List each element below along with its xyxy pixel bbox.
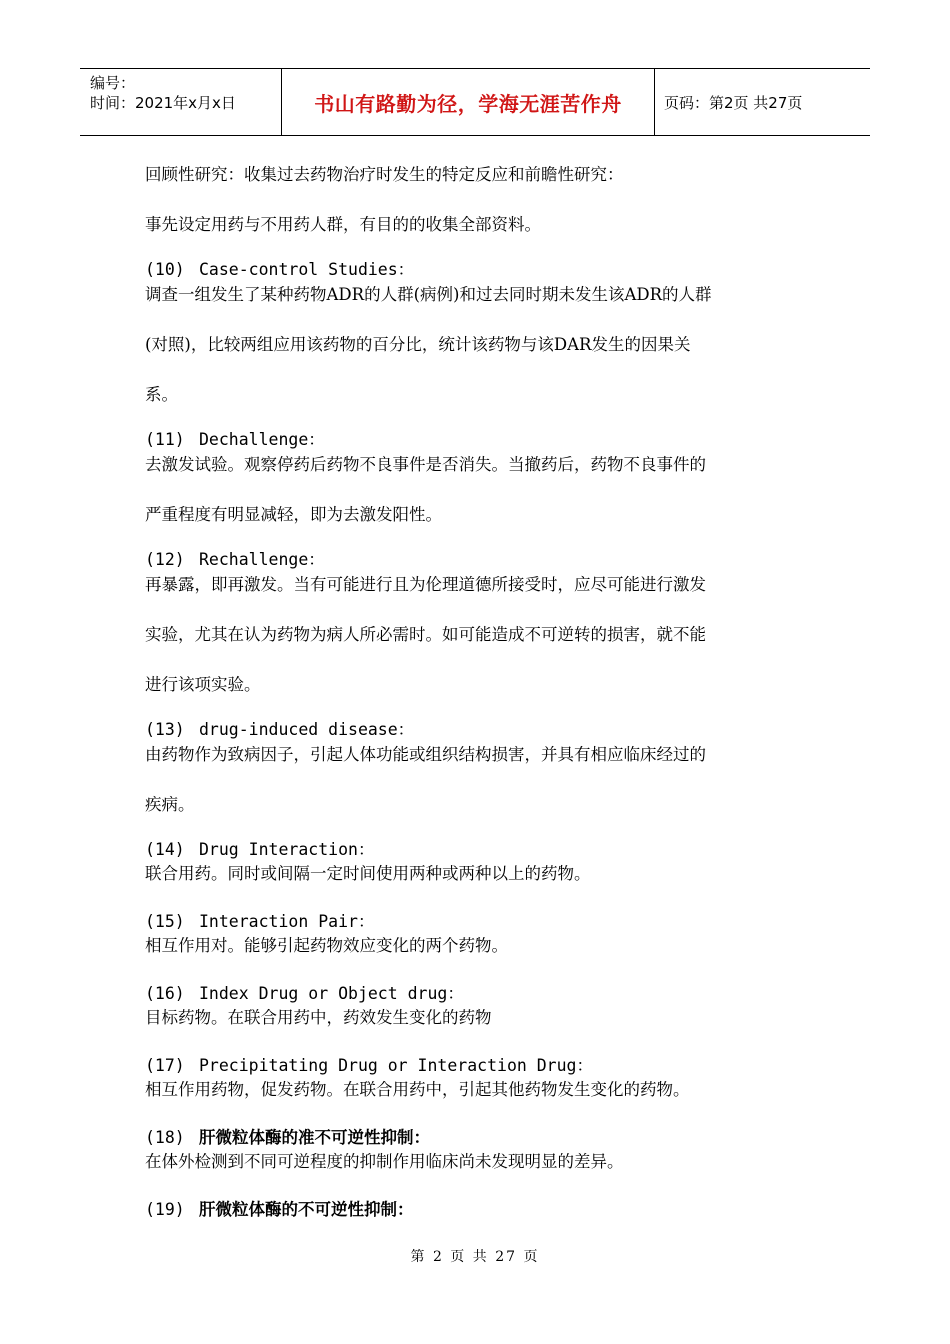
definition-line: (对照)，比较两组应用该药物的百分比，统计该药物与该DAR发生的因果关 [145, 335, 691, 354]
term-number: (11) [145, 430, 185, 449]
term-entry-16 [145, 982, 805, 1030]
definition-line: 实验，尤其在认为药物为病人所必需时。如可能造成不可逆转的损害，就不能 [145, 625, 706, 644]
term-definition [145, 1078, 805, 1102]
page-header [80, 68, 870, 136]
definition-line: 相互作用对。能够引起药物效应变化的两个药物。 [145, 936, 508, 955]
term-definition [145, 1150, 805, 1174]
term-number: (10) [145, 260, 185, 279]
definition-line: 疾病。 [145, 795, 195, 814]
header-meta [90, 73, 236, 113]
term-entry-11 [145, 428, 805, 540]
term-number: (16) [145, 984, 185, 1003]
definition-line: 严重程度有明显减轻，即为去激发阳性。 [145, 505, 442, 524]
term-heading [145, 1126, 805, 1150]
term-definition [145, 270, 805, 420]
term-definition [145, 1006, 805, 1030]
term-name: Rechallenge： [199, 550, 325, 569]
term-entry-15 [145, 910, 805, 958]
time-label: 时间：2021年x月x日 [90, 94, 236, 112]
term-name: Interaction Pair： [199, 912, 375, 931]
term-number: (13) [145, 720, 185, 739]
term-heading [145, 982, 805, 1006]
term-definition [145, 862, 805, 886]
term-name: 肝微粒体酶的准不可逆性抑制： [199, 1128, 430, 1147]
term-heading [145, 910, 805, 934]
definition-line: 再暴露，即再激发。当有可能进行且为伦理道德所接受时，应尽可能进行激发 [145, 575, 706, 594]
header-divider-right [654, 69, 655, 135]
definition-line: 去激发试验。观察停药后药物不良事件是否消失。当撤药后，药物不良事件的 [145, 455, 706, 474]
term-name: Drug Interaction： [199, 840, 375, 859]
intro-line-2: 事先设定用药与不用药人群，有目的的收集全部资料。 [145, 215, 541, 234]
definition-line: 系。 [145, 385, 178, 404]
term-name: Case-control Studies： [199, 260, 415, 279]
term-number: (17) [145, 1056, 185, 1075]
definition-line: 进行该项实验。 [145, 675, 261, 694]
term-heading [145, 1198, 805, 1222]
term-entry-12 [145, 548, 805, 710]
intro-line-1: 回顾性研究：收集过去药物治疗时发生的特定反应和前瞻性研究： [145, 165, 624, 184]
term-name: Dechallenge： [199, 430, 325, 449]
term-entry-13 [145, 718, 805, 830]
term-name: drug-induced disease： [199, 720, 415, 739]
page-footer: 第 2 页 共 27 页 [410, 1249, 540, 1265]
term-name: 肝微粒体酶的不可逆性抑制： [199, 1200, 414, 1219]
term-entry-19 [145, 1198, 805, 1222]
term-definition [145, 934, 805, 958]
definition-line: 在体外检测到不同可逆程度的抑制作用临床尚未发现明显的差异。 [145, 1152, 624, 1171]
definition-line: 联合用药。同时或间隔一定时间使用两种或两种以上的药物。 [145, 864, 591, 883]
definition-line: 相互作用药物，促发药物。在联合用药中，引起其他药物发生变化的药物。 [145, 1080, 690, 1099]
header-page-info: 页码：第2页 共27页 [664, 93, 803, 112]
term-entry-17 [145, 1054, 805, 1102]
term-number: (12) [145, 550, 185, 569]
term-definition [145, 560, 805, 710]
term-definition [145, 730, 805, 830]
term-number: (18) [145, 1128, 185, 1147]
term-heading [145, 838, 805, 862]
term-number: (15) [145, 912, 185, 931]
term-heading [145, 1054, 805, 1078]
header-motto: 书山有路勤为径，学海无涯苦作舟 [314, 91, 622, 116]
term-name: Precipitating Drug or Interaction Drug： [199, 1056, 593, 1075]
term-entry-18 [145, 1126, 805, 1174]
term-definition [145, 440, 805, 540]
term-entry-10 [145, 258, 805, 420]
term-number: (14) [145, 840, 185, 859]
definition-line: 目标药物。在联合用药中，药效发生变化的药物 [145, 1008, 492, 1027]
serial-label: 编号： [90, 74, 136, 92]
term-name: Index Drug or Object drug： [199, 984, 464, 1003]
term-entry-14 [145, 838, 805, 886]
document-body [145, 150, 805, 1222]
definition-line: 调查一组发生了某种药物ADR的人群(病例)和过去同时期未发生该ADR的人群 [145, 285, 712, 304]
term-number: (19) [145, 1200, 185, 1219]
definition-line: 由药物作为致病因子，引起人体功能或组织结构损害，并具有相应临床经过的 [145, 745, 706, 764]
